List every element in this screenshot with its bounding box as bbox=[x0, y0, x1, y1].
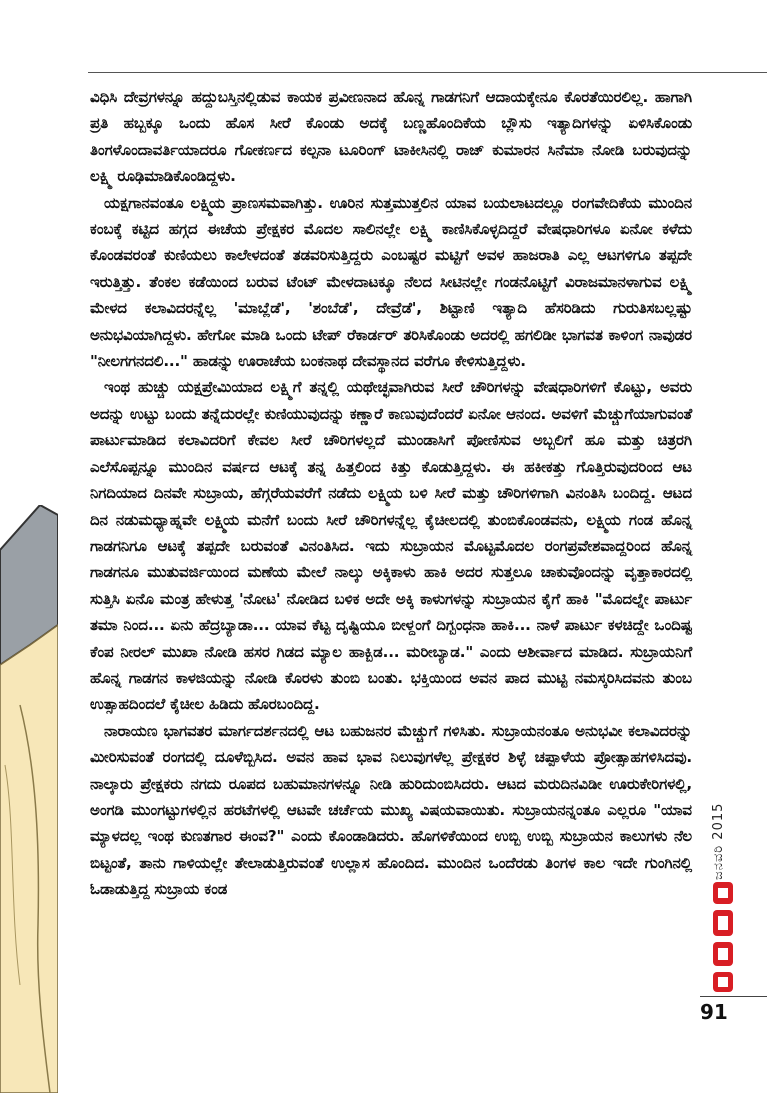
side-illustration bbox=[0, 505, 58, 1093]
page-number-rule bbox=[700, 996, 767, 997]
top-rule bbox=[88, 72, 767, 73]
article-paragraph: ನಾರಾಯಣ ಭಾಗವತರ ಮಾರ್ಗದರ್ಶನದಲ್ಲಿ ಆಟ ಬಹುಜನರ ಮೆಚ್ಚುಗೆ ಗಳಿಸಿತು. ಸುಬ್ರಾಯನಂತೂ ಅನುಭವೀ ಕಲಾವಿದರನ್ನು ಮೀರಿಸುವಂತೆ ರಂಗದಲ್ಲಿ ದೂಳೆಬ್ಬಿಸಿದ. ಅವನ ಹಾವ ಭಾವ ನಿಲುವುಗಳೆಲ್ಲ ಪ್ರೇಕ್ಷಕರ ಶಿಳ್ಳೆ ಚಪ್ಪಾಳೆಯ ಪ್ರೋತ್ಸಾಹಗಳಿಸಿದವು. ನಾಲ್ಕಾರು ಪ್ರೇಕ್ಷಕರು ನಗದು ರೂಪದ ಬಹುಮಾನಗಳನ್ನೂ ನೀಡಿ ಹುರಿದುಂಬಿಸಿದರು. ಆಟದ ಮರುದಿನವಿಡೀ ಊರುಕೇರಿಗಳಲ್ಲಿ, ಅಂಗಡಿ ಮುಂಗಟ್ಟುಗಳಲ್ಲಿನ ಹರಟೆಗಳಲ್ಲಿ ಆಟವೇ ಚರ್ಚೆಯ ಮುಖ್ಯ ವಿಷಯವಾಯಿತು. ಸುಬ್ರಾಯನನ್ನಂತೂ ಎಲ್ಲರೂ "ಯಾವ ಮ್ಯಾಳದಲ್ಲ ಇಂಥ ಕುಣತಗಾರ ಈಂವ?" ಎಂದು ಕೊಂಡಾಡಿದರು. ಹೊಗಳಿಕೆಯಿಂದ ಉಬ್ಬಿ ಉಬ್ಬಿ ಸುಬ್ರಾಯನ ಕಾಲುಗಳು ನೆಲ ಬಿಟ್ಟಂತೆ, ತಾನು ಗಾಳಿಯಲ್ಲೇ ತೇಲಾಡುತ್ತಿರುವಂತೆ ಉಲ್ಲಾಸ ಹೊಂದಿದ. ಮುಂದಿನ ಒಂದೆರಡು ತಿಂಗಳ ಕಾಲ ಇದೇ ಗುಂಗಿನಲ್ಲಿ ಓಡಾಡುತ್ತಿದ್ದ ಸುಬ್ರಾಯ ಕಂಡ bbox=[90, 721, 692, 899]
article-body bbox=[90, 84, 692, 903]
article-paragraph: ಇಂಥ ಹುಚ್ಚು ಯಕ್ಷಪ್ರೇಮಿಯಾದ ಲಕ್ಷ್ಮಿಗೆ ತನ್ನಲ್ಲಿ ಯಥೇಚ್ಛವಾಗಿರುವ ಸೀರೆ ಚೌರಿಗಳನ್ನು ವೇಷಧಾರಿಗಳಿಗೆ ಕೊಟ್ಟು, ಅವರು ಅದನ್ನು ಉಟ್ಟು ಬಂದು ತನ್ನೆದುರಲ್ಲೇ ಕುಣಿಯುವುದನ್ನು ಕಣ್ಣಾರೆ ಕಾಣುವುದೆಂದರೆ ಏನೋ ಆನಂದ. ಅವಳಿಗೆ ಮೆಚ್ಚುಗೆಯಾಗುವಂತೆ ಪಾರ್ಟುಮಾಡಿದ ಕಲಾವಿದರಿಗೆ ಕೇವಲ ಸೀರೆ ಚೌರಿಗಳಲ್ಲದೆ ಮುಂಡಾಸಿಗೆ ಪೋಣಿಸುವ ಅಬ್ಬಲಿಗೆ ಹೂ ಮತ್ತು ಚಿತ್ರರಗಿ ಎಲೆಸೊಪ್ಪನ್ನೂ ಮುಂದಿನ ವರ್ಷದ ಆಟಕ್ಕೆ ತನ್ನ ಹಿತ್ತಲಿಂದ ಕಿತ್ತು ಕೊಡುತ್ತಿದ್ದಳು. ಈ ಹಕೀಕತ್ತು ಗೊತ್ತಿರುವುದರಿಂದ ಆಟ ನಿಗದಿಯಾದ ದಿನವೇ ಸುಬ್ರಾಯ, ಹೆಗ್ಗರೆಯವರೆಗೆ ನಡೆದು ಲಕ್ಷ್ಮಿಯ ಬಳಿ ಸೀರೆ ಮತ್ತು ಚೌರಿಗಳಿಗಾಗಿ ವಿನಂತಿಸಿ ಬಂದಿದ್ದ. ಆಟದ ದಿನ ನಡುಮಧ್ಯಾಹ್ನವೇ ಲಕ್ಷ್ಮಿಯ ಮನೆಗೆ ಬಂದು ಸೀರೆ ಚೌರಿಗಳನ್ನೆಲ್ಲ ಕೈಚೀಲದಲ್ಲಿ ತುಂಬಿಕೊಂಡವನು, ಲಕ್ಷ್ಮಿಯ ಗಂಡ ಹೊನ್ನ ಗಾಡಗನಿಗೂ ಆಟಕ್ಕೆ ತಪ್ಪದೇ ಬರುವಂತೆ ವಿನಂತಿಸಿದ. ಇದು ಸುಬ್ರಾಯನ ಮೊಟ್ಟಮೊದಲ ರಂಗಪ್ರವೇಶವಾದ್ದರಿಂದ ಹೊನ್ನ ಗಾಡಗನೂ ಮುತುವರ್ಜಿಯಿಂದ ಮಣೆಯ ಮೇಲೆ ನಾಲ್ಕು ಅಕ್ಕಿಕಾಳು ಹಾಕಿ ಅದರ ಸುತ್ತಲೂ ಚಾಕುವೊಂದನ್ನು ವೃತ್ತಾಕಾರದಲ್ಲಿ ಸುತ್ತಿಸಿ ಏನೊ ಮಂತ್ರ ಹೇಳುತ್ತ 'ನೋಟ' ನೋಡಿದ ಬಳಿಕ ಅದೇ ಅಕ್ಕಿ ಕಾಳುಗಳನ್ನು ಸುಬ್ರಾಯನ ಕೈಗೆ ಹಾಕಿ "ಮೊದಲ್ನೇ ಪಾರ್ಟು ತಮಾ ನಿಂದ... ಏನು ಹೆದ್ರಬ್ಯಾಡಾ... ಯಾವ ಕೆಟ್ಟ ದೃಷ್ಟಿಯೂ ಬೀಳ್ದಂಗೆ ದಿಗ್ಬಂಧನಾ ಹಾಕಿ... ನಾಳೆ ಪಾರ್ಟು ಕಳಚಿದ್ದೇ ಒಂದಿಷ್ಟ ಕೆಂಪ ನೀರಲ್ ಮುಖಾ ನೋಡಿ ಹಸರ ಗಿಡದ ಮ್ಯಾಲ ಹಾಕ್ಬಿಡ... ಮರೀಬ್ಯಾಡ." ಎಂದು ಆಶೀರ್ವಾದ ಮಾಡಿದ. ಸುಬ್ರಾಯನಿಗೆ ಹೊನ್ನ ಗಾಡಗನ ಕಾಳಜಿಯನ್ನು ನೋಡಿ ಕೊರಳು ತುಂಬಿ ಬಂತು. ಭಕ್ತಿಯಿಂದ ಅವನ ಪಾದ ಮುಟ್ಟಿ ನಮಸ್ಕರಿಸಿದವನು ತುಂಬ ಉತ್ಸಾಹದಿಂದಲೆ ಕೈಚೀಲ ಹಿಡಿದು ಹೊರಬಂದಿದ್ದ. bbox=[90, 378, 692, 714]
article-paragraph: ಯಕ್ಷಗಾನವಂತೂ ಲಕ್ಷ್ಮಿಯ ಪ್ರಾಣಸಮವಾಗಿತ್ತು. ಊರಿನ ಸುತ್ತಮುತ್ತಲಿನ ಯಾವ ಬಯಲಾಟದಲ್ಲೂ ರಂಗವೇದಿಕೆಯ ಮುಂದಿನ ಕಂಬಕ್ಕೆ ಕಟ್ಟಿದ ಹಗ್ಗದ ಈಚೆಯ ಪ್ರೇಕ್ಷಕರ ಮೊದಲ ಸಾಲಿನಲ್ಲೇ ಲಕ್ಷ್ಮಿ ಕಾಣಿಸಿಕೊಳ್ಳದಿದ್ದರೆ ವೇಷಧಾರಿಗಳೂ ಏನೋ ಕಳೆದು ಕೊಂಡವರಂತೆ ಕುಣಿಯಲು ಕಾಲೇಳದಂತೆ ತಡವರಿಸುತ್ತಿದ್ದರು ಎಂಬಷ್ಟರ ಮಟ್ಟಿಗೆ ಅವಳ ಹಾಜರಾತಿ ಎಲ್ಲ ಆಟಗಳಿಗೂ ತಪ್ಪದೇ ಇರುತ್ತಿತ್ತು. ತೆಂಕಲ ಕಡೆಯಿಂದ ಬರುವ ಟೆಂಟ್ ಮೇಳದಾಟಕ್ಕೂ ನೆಲದ ಸೀಟಿನಲ್ಲೇ ಗಂಡನೊಟ್ಟಿಗೆ ವಿರಾಜಮಾನಳಾಗುವ ಲಕ್ಷ್ಮಿ ಮೇಳದ ಕಲಾವಿದರನ್ನೆಲ್ಲ 'ಮಾಬ್ಲೆಡೆ', 'ಶಂಬೆಡೆ', ದೇವ್ರೆಡೆ', ಶಿಟ್ಟಾಣಿ ಇತ್ಯಾದಿ ಹೆಸರಿಡಿದು ಗುರುತಿಸಬಲ್ಲಷ್ಟು ಅನುಭವಿಯಾಗಿದ್ದಳು. ಹೇಗೋ ಮಾಡಿ ಒಂದು ಟೇಪ್ ರೆಕಾರ್ಡರ್ ತರಿಸಿಕೊಂಡು ಅದರಲ್ಲಿ ಹಗಲಿಡೀ ಭಾಗವತ ಕಾಳಿಂಗ ನಾವುಡರ "ನೀಲಗಗನದಲಿ..." ಹಾಡನ್ನು ಊರಾಚೆಯ ಬಂಕನಾಥ ದೇವಸ್ಥಾನದ ವರೆಗೂ ಕೇಳಿಸುತ್ತಿದ್ದಳು. bbox=[90, 193, 692, 371]
article-paragraph: ವಿಧಿಸಿ ದೇವ್ರಗಳನ್ನೂ ಹದ್ದುಬಸ್ತಿನಲ್ಲಿಡುವ ಕಾಯಕ ಪ್ರವೀಣನಾದ ಹೊನ್ನ ಗಾಡಗನಿಗೆ ಆದಾಯಕ್ಕೇನೂ ಕೊರತೆಯಿರಲಿಲ್ಲ. ಹಾಗಾಗಿ ಪ್ರತಿ ಹಬ್ಬಕ್ಕೂ ಒಂದು ಹೊಸ ಸೀರೆ ಕೊಂಡು ಅದಕ್ಕೆ ಬಣ್ಣಹೊಂದಿಕೆಯ ಬ್ಲೌಸು ಇತ್ಯಾದಿಗಳನ್ನು ಏಳಿಸಿಕೊಂಡು ತಿಂಗಳೊಂದಾವರ್ತಿಯಾದರೂ ಗೋಕರ್ಣದ ಕಲ್ಪನಾ ಟೂರಿಂಗ್ ಟಾಕೀಸಿನಲ್ಲಿ ರಾಜ್ ಕುಮಾರನ ಸಿನೆಮಾ ನೋಡಿ ಬರುವುದನ್ನು ಲಕ್ಷ್ಮಿ ರೂಢಿಮಾಡಿಕೊಂಡಿದ್ದಳು. bbox=[90, 88, 692, 186]
magazine-logo bbox=[712, 805, 734, 990]
issue-date: ಜನವರಿ 2015 bbox=[711, 802, 726, 880]
page-number: 91 bbox=[700, 1000, 728, 1024]
